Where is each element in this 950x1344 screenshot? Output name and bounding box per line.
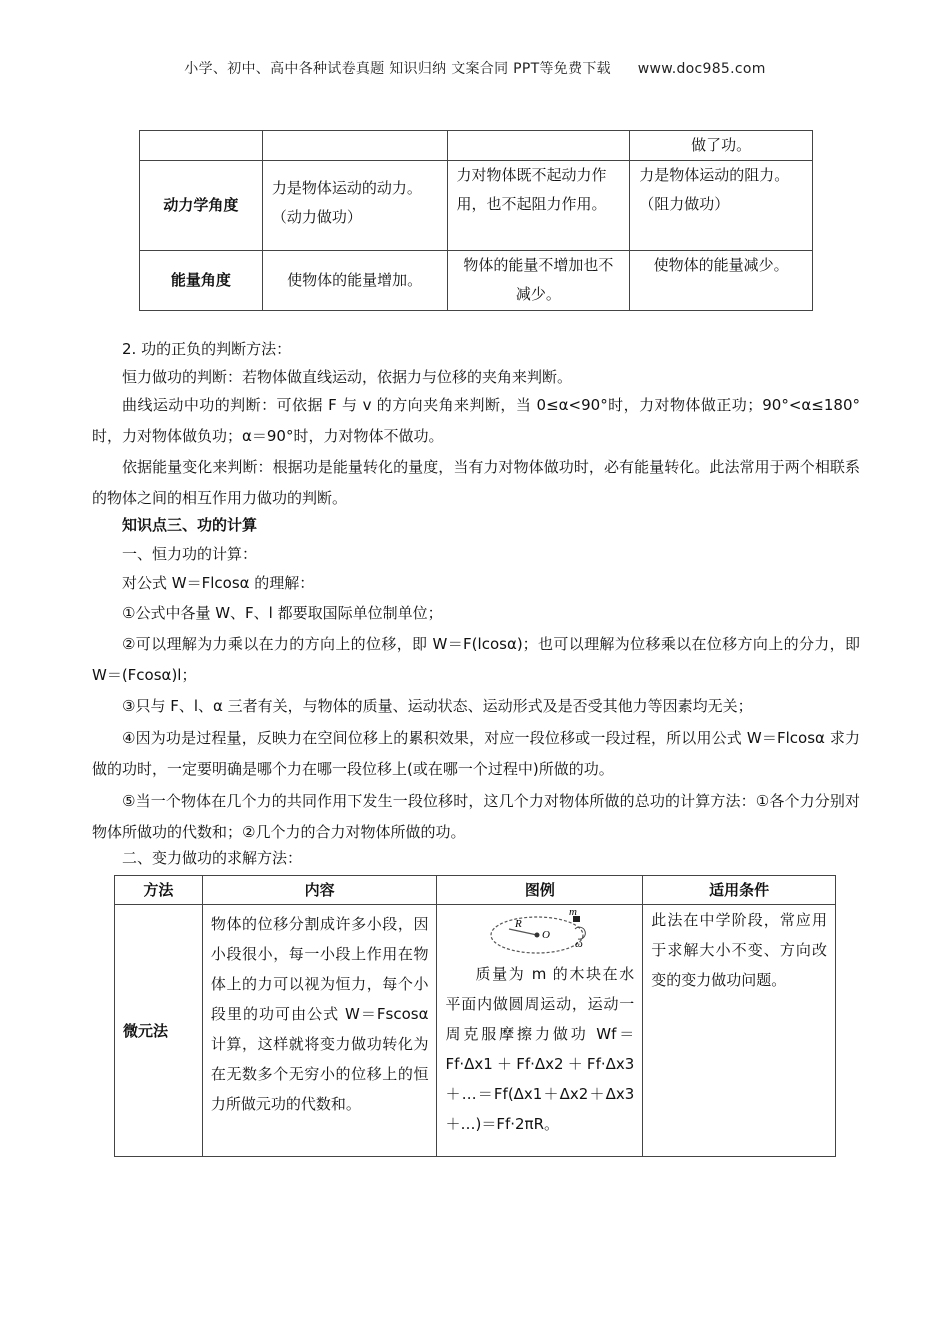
paragraph: ⑤当一个物体在几个力的共同作用下发生一段位移时，这几个力对物体所做的总功的计算方法：①各个力分别对物体所做功的代数和；②几个力的合力对物体所做的功。 <box>92 792 860 841</box>
row-label-dynamics: 动力学角度 <box>140 161 263 251</box>
table-cell: 力是物体运动的阻力。（阻力做功） <box>630 161 813 251</box>
paragraph: 一、恒力功的计算： <box>122 545 258 563</box>
table-cell <box>140 131 263 161</box>
circular-motion-figure <box>485 909 595 957</box>
page-header <box>0 58 950 78</box>
table-cell: 力对物体既不起动力作用，也不起阻力作用。 <box>447 161 630 251</box>
paragraph: 曲线运动中功的判断：可依据 F 与 v 的方向夹角来判断，当 0≤α<90°时，力对物体做正功；90°<α≤180°时，力对物体做负功；α＝90°时，力对物体不做功。 <box>92 396 860 445</box>
paragraph: 依据能量变化来判断：根据功是能量转化的量度，当有力对物体做功时，必有能量转化。此法常用于两个相联系的物体之间的相互作用力做功的判断。 <box>92 458 860 507</box>
column-header: 方法 <box>115 876 203 905</box>
condition-cell: 此法在中学阶段，常应用于求解大小不变、方向改变的变力做功问题。 <box>643 905 836 1157</box>
work-sign-table <box>139 130 813 311</box>
table-row <box>140 131 813 161</box>
header-url[interactable]: www.doc985.com <box>637 61 766 77</box>
label-o: O <box>541 929 550 941</box>
table-row <box>115 905 836 1157</box>
method-cell: 微元法 <box>115 905 203 1157</box>
table-row <box>140 161 813 251</box>
table-row <box>140 251 813 311</box>
table-cell <box>447 131 630 161</box>
center-point <box>534 933 539 938</box>
paragraph: 对公式 W＝Flcosα 的理解： <box>122 574 315 592</box>
example-text: 质量为 m 的木块在水平面内做圆周运动，运动一周克服摩擦力做功 Wf＝Ff·Δx1＋Ff·Δx2＋Ff·Δx3＋…＝Ff(Δx1＋Δx2＋Δx3＋…)＝Ff·2πR。 <box>445 965 635 1133</box>
table-cell: 使物体的能量减少。 <box>630 251 813 311</box>
table-cell: 力是物体运动的动力。（动力做功） <box>262 161 447 251</box>
label-omega: ω <box>574 938 583 950</box>
paragraph: 二、变力做功的求解方法： <box>122 849 303 867</box>
content-cell: 物体的位移分割成许多小段，因小段很小，每一小段上作用在物体上的力可以视为恒力，每个小段里的功可由公式 W＝Fscosα 计算，这样就将变力做功转化为在无数多个无穷小的位移上的恒力所做元功的代数和。 <box>202 905 437 1157</box>
table-cell <box>262 131 447 161</box>
paragraph: 2. 功的正负的判断方法： <box>122 340 292 358</box>
variable-force-table <box>114 875 836 1157</box>
paragraph: ③只与 F、l、α 三者有关，与物体的质量、运动状态、运动形式及是否受其他力等因素均无关； <box>122 697 753 715</box>
table-header-row <box>115 876 836 905</box>
label-r: R <box>514 918 522 930</box>
example-cell <box>437 905 643 1157</box>
header-text: 小学、初中、高中各种试卷真题 知识归纳 文案合同 PPT等免费下载 <box>184 61 611 77</box>
table-cell: 做了功。 <box>630 131 813 161</box>
column-header: 内容 <box>202 876 437 905</box>
section-heading: 知识点三、功的计算 <box>122 516 258 534</box>
paragraph: ②可以理解为力乘以在力的方向上的位移，即 W＝F(lcosα)；也可以理解为位移乘以在位移方向上的分力，即 W＝(Fcosα)l； <box>92 635 860 684</box>
paragraph: ④因为功是过程量，反映力在空间位移上的累积效果，对应一段位移或一段过程，所以用公式 W＝Flcosα 求力做的功时，一定要明确是哪个力在哪一段位移上(或在哪一个过程中)所做的功。 <box>92 729 860 778</box>
table-cell: 使物体的能量增加。 <box>262 251 447 311</box>
label-m: m <box>568 909 577 918</box>
paragraph: ①公式中各量 W、F、l 都要取国际单位制单位； <box>122 604 443 622</box>
paragraph: 恒力做功的判断：若物体做直线运动，依据力与位移的夹角来判断。 <box>122 368 573 386</box>
column-header: 图例 <box>437 876 643 905</box>
table-cell: 物体的能量不增加也不减少。 <box>447 251 630 311</box>
column-header: 适用条件 <box>643 876 836 905</box>
row-label-energy: 能量角度 <box>140 251 263 311</box>
radius-line <box>509 929 537 935</box>
